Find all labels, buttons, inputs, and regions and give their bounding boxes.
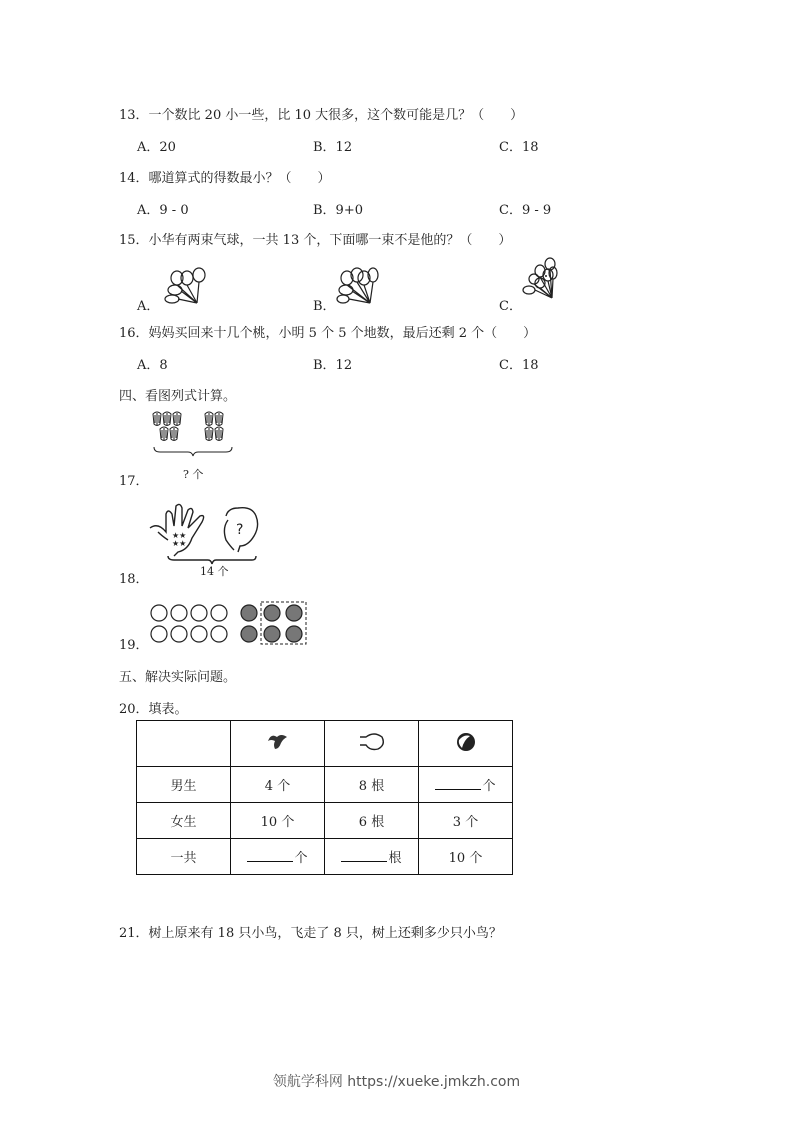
unit: 个	[294, 851, 308, 866]
girls-shuttlecock: 10 个	[231, 803, 325, 839]
table-row-girls	[137, 803, 513, 839]
row-label: 一共	[137, 839, 231, 875]
total-shuttlecock-blank[interactable]	[231, 839, 325, 875]
q17-brace-label: ? 个	[183, 468, 204, 481]
table-row-total	[137, 839, 513, 875]
boys-jump-rope: 8 根	[325, 767, 419, 803]
section-4-title: 四、看图列式计算。	[119, 389, 237, 404]
peppers-icon	[150, 410, 240, 460]
q15-option-b: B．	[313, 299, 336, 314]
fill-table	[136, 720, 513, 875]
boys-ball-blank[interactable]	[419, 767, 513, 803]
question-17-label: 17．	[119, 474, 149, 489]
unit: 根	[388, 851, 402, 866]
shuttlecock-icon	[265, 731, 291, 753]
girls-jump-rope: 6 根	[325, 803, 419, 839]
table-row-boys	[137, 767, 513, 803]
table-header-shuttlecock	[231, 721, 325, 767]
q14-option-c: C．9 - 9	[499, 203, 552, 218]
hands-icon	[148, 500, 268, 565]
svg-text:★★: ★★	[172, 539, 187, 548]
question-19-label: 19．	[119, 638, 149, 653]
table-header-ball	[419, 721, 513, 767]
table-header-jump-rope	[325, 721, 419, 767]
q16-option-c: C．18	[499, 358, 539, 373]
q13-option-b: B．12	[313, 140, 353, 155]
jump-rope-icon	[356, 731, 388, 753]
ball-icon	[454, 730, 478, 754]
q13-option-a: A．20	[137, 140, 176, 155]
total-ball: 10 个	[419, 839, 513, 875]
unit: 个	[482, 779, 496, 794]
answer-blank[interactable]	[247, 849, 293, 862]
question-18-label: 18．	[119, 572, 149, 587]
question-15: 15．小华有两束气球，一共 13 个，下面哪一束不是他的？（ ）	[119, 233, 512, 248]
row-label: 男生	[137, 767, 231, 803]
q14-option-b: B．9+0	[313, 203, 363, 218]
question-16: 16．妈妈买回来十几个桃，小明 5 个 5 个地数，最后还剩 2 个（ ）	[119, 326, 537, 341]
question-mark: ?	[236, 522, 244, 538]
balloon-bunch-icon	[336, 266, 382, 306]
balloon-bunch-icon	[520, 257, 562, 301]
q13-option-c: C．18	[499, 140, 539, 155]
answer-blank[interactable]	[435, 777, 481, 790]
svg-text:★★: ★★	[172, 531, 187, 540]
girls-ball: 3 个	[419, 803, 513, 839]
row-label: 女生	[137, 803, 231, 839]
section-5-title: 五、解决实际问题。	[119, 670, 237, 685]
question-21: 21．树上原来有 18 只小鸟，飞走了 8 只，树上还剩多少只小鸟？	[119, 926, 502, 941]
question-20-label: 20．填表。	[119, 702, 188, 717]
footer-watermark: 领航学科网 https://xueke.jmkzh.com	[272, 1074, 521, 1090]
total-jump-rope-blank[interactable]	[325, 839, 419, 875]
q15-option-a: A．	[137, 299, 160, 314]
question-14: 14．哪道算式的得数最小？（ ）	[119, 171, 331, 186]
q16-option-b: B．12	[313, 358, 353, 373]
balloon-bunch-icon	[163, 266, 209, 306]
question-13: 13．一个数比 20 小一些，比 10 大很多，这个数可能是几？（ ）	[119, 108, 524, 123]
q16-option-a: A．8	[137, 358, 168, 373]
table-corner-cell	[137, 721, 231, 767]
boys-shuttlecock: 4 个	[231, 767, 325, 803]
q18-brace-label: 14 个	[200, 565, 229, 578]
q14-option-a: A．9 - 0	[137, 203, 189, 218]
answer-blank[interactable]	[341, 849, 387, 862]
circles-and-balls-icon	[148, 600, 310, 646]
q15-option-c: C．	[499, 299, 522, 314]
